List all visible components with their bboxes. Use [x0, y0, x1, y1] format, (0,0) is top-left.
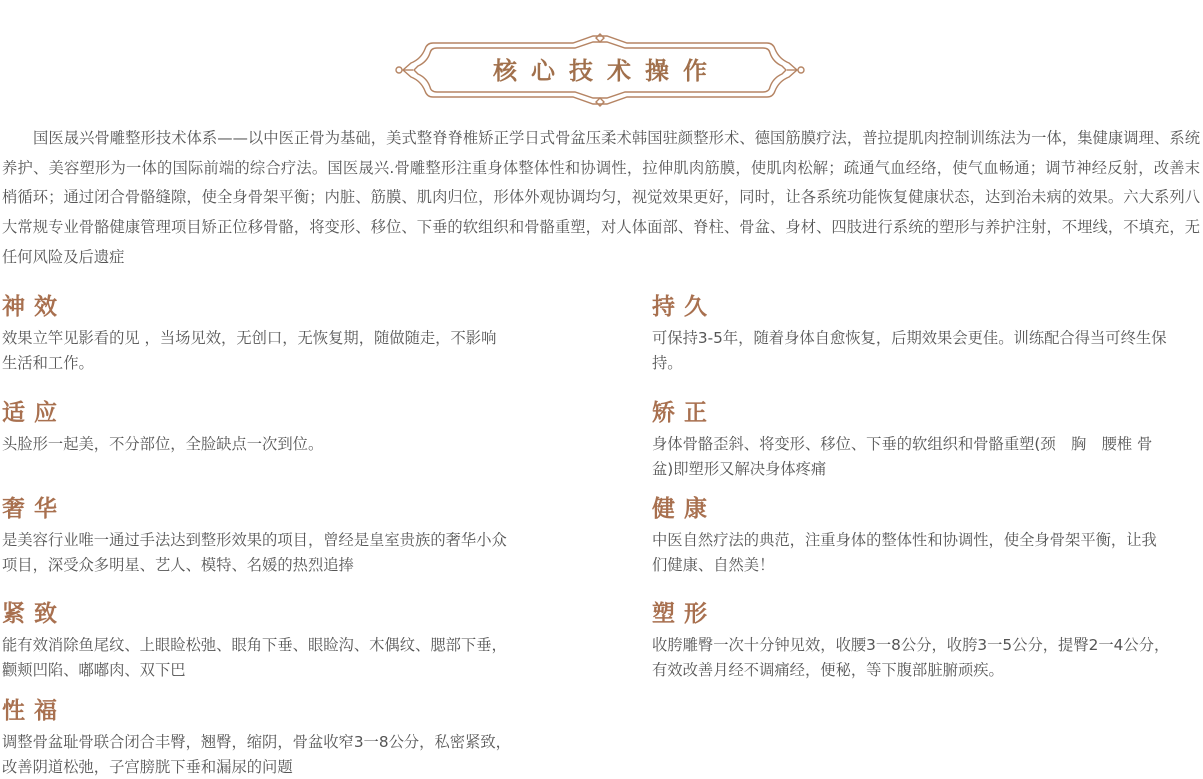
feature-chijiu [652, 291, 1177, 375]
feature-jinzhi [2, 598, 527, 682]
feature-text: 身体骨骼歪斜、将变形、移位、下垂的软组织和骨骼重塑(颈 胸 腰椎 骨盆)即塑形又解决身体疼痛 [652, 435, 1153, 478]
feature-text: 效果立竿见影看的见 ，当场见效，无创口，无恢复期，随做随走，不影响生活和工作。 [2, 329, 497, 372]
feature-jiaozheng [652, 397, 1177, 481]
feature-jiankang [652, 493, 1177, 577]
feature-text: 能有效消除鱼尾纹、上眼睑松弛、眼角下垂、眼睑沟、木偶纹、腮部下垂，颧颊凹陷、嘟嘟肉、双下巴 [2, 636, 507, 679]
feature-heading: 健康 [652, 495, 716, 522]
feature-text: 调整骨盆耻骨联合闭合丰臀，翘臀，缩阴，骨盆收窄3一8公分，私密紧致，改善阴道松弛，子宫膀胱下垂和漏尿的问题 [2, 733, 511, 776]
feature-heading: 奢华 [2, 495, 66, 522]
feature-heading: 神效 [2, 293, 66, 320]
feature-text: 收胯雕臀一次十分钟见效，收腰3一8公分，收胯3一5公分，提臀2一4公分，有效改善月经不调痛经，便秘，等下腹部脏腑顽疾。 [652, 636, 1170, 679]
feature-text: 是美容行业唯一通过手法达到整形效果的项目，曾经是皇室贵族的奢华小众项目，深受众多明星、艺人、模特、名媛的热烈追捧 [2, 531, 507, 574]
feature-suxing [652, 598, 1177, 682]
feature-text: 头脸形一起美，不分部位，全脸缺点一次到位。 [2, 435, 324, 453]
feature-shehua [2, 493, 527, 577]
title-banner [393, 33, 807, 107]
feature-heading: 紧致 [2, 600, 66, 627]
page-title: 核心技术操作 [493, 56, 721, 85]
intro-paragraph: 国医晟兴骨雕整形技术体系——以中医正骨为基础，美式整脊脊椎矫正学日式骨盆压柔术韩国驻颜整形术、德国筋膜疗法，普拉提肌肉控制训练法为一体，集健康调理、系统养护、美容塑形为一体的国际前端的综合疗法。国医晟兴.骨雕整形注重身体整体性和协调性，拉伸肌肉筋膜，使肌肉松解；疏通气血经络，使气血畅通；调节神经反射，改善末梢循环；通过闭合骨骼缝隙，使全身骨架平衡；内脏、筋膜、肌肉归位，形体外观协调均匀，视觉效果更好，同时，让各系统功能恢复健康状态，达到治未病的效果。六大系列八大常规专业骨骼健康管理项目矫正位移骨骼，将变形、移位、下垂的软组织和骨骼重塑，对人体面部、脊柱、骨盆、身材、四肢进行系统的塑形与养护注射，不埋线，不填充，无任何风险及后遗症 [2, 129, 1200, 266]
feature-shenxiao [2, 291, 527, 375]
feature-heading: 塑形 [652, 600, 716, 627]
feature-shiying [2, 397, 527, 457]
feature-text: 可保持3-5年，随着身体自愈恢复，后期效果会更佳。训练配合得当可终生保持。 [652, 329, 1167, 372]
feature-xingfu [2, 695, 527, 779]
feature-heading: 性福 [2, 697, 66, 724]
feature-heading: 持久 [652, 293, 716, 320]
feature-heading: 矫正 [652, 399, 716, 426]
feature-text: 中医自然疗法的典范，注重身体的整体性和协调性，使全身骨架平衡，让我们健康、自然美！ [652, 531, 1157, 574]
feature-heading: 适应 [2, 399, 66, 426]
